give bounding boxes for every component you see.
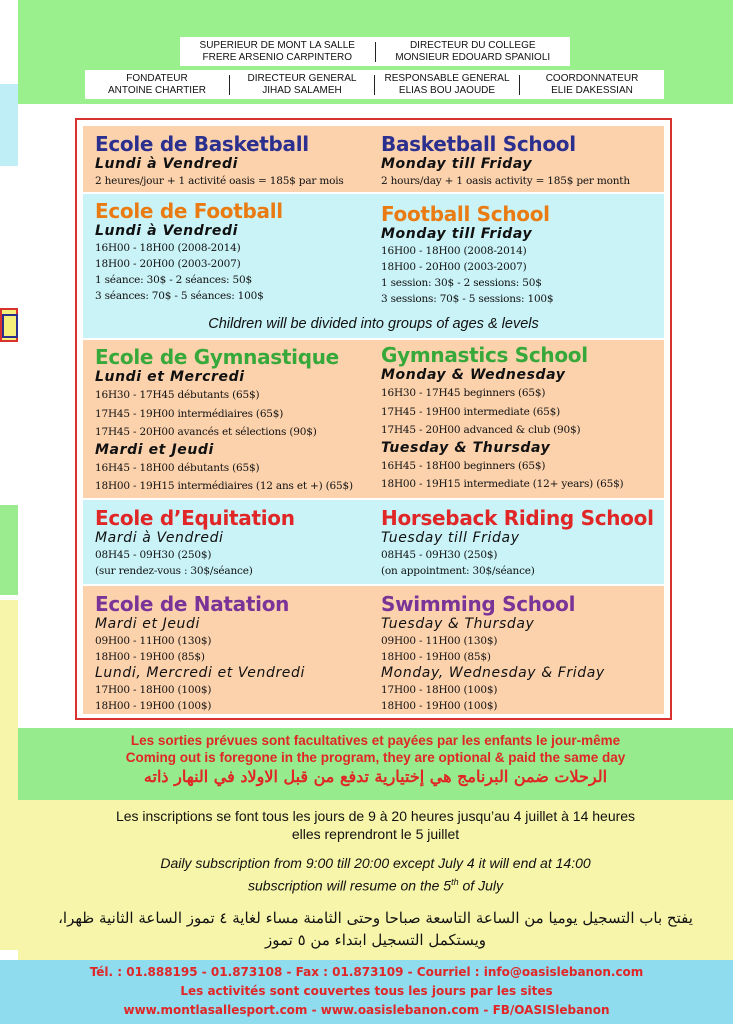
basketball-block	[83, 126, 664, 192]
outings-notice-en: Coming out is foregone in the program, they are optional & paid the same day	[125, 750, 626, 765]
gymnastics-en	[381, 343, 661, 494]
swimming-line-en: 17H00 - 18H00 (100$)	[381, 684, 498, 696]
header-name-cell	[230, 73, 374, 97]
football-line-en: 16H00 - 18H00 (2008-2014)	[381, 245, 527, 257]
swimming-block	[83, 586, 664, 714]
basketball-line-en: 2 hours/day + 1 oasis activity = 185$ per month	[381, 175, 630, 187]
swimming-line-en: 18H00 - 19H00 (85$)	[381, 651, 491, 663]
header-top-names	[180, 37, 570, 66]
swimming-title-en: Swimming School	[381, 592, 576, 616]
inscriptions-en-line2-sup: th	[451, 877, 459, 887]
contact-footer	[0, 960, 733, 1024]
swimming-title-fr: Ecole de Natation	[95, 592, 290, 616]
header-person: MONSIEUR EDOUARD SPANIOLI	[395, 51, 551, 63]
header-person: ELIE DAKESSIAN	[551, 84, 633, 96]
inscriptions-en-line2-pre: subscription will resume on the 5	[248, 877, 452, 894]
basketball-en	[381, 132, 661, 189]
inscriptions-en	[18, 854, 733, 896]
header-band	[18, 0, 733, 104]
left-strip-yellow	[0, 600, 18, 950]
basketball-days-fr: Lundi à Vendredi	[95, 156, 238, 172]
header-role: RESPONSABLE GENERAL	[384, 72, 510, 84]
football-title-en: Football School	[381, 202, 550, 226]
inscriptions-fr	[18, 800, 733, 843]
header-role: FONDATEUR	[126, 72, 188, 84]
outings-notice-ar: الرحلات ضمن البرنامج هي إختيارية تدفع من قبل الاولاد في النهار ذاته	[143, 767, 608, 786]
gymnastics-days1-en: Monday & Wednesday	[381, 367, 566, 383]
gymnastics-block	[83, 340, 664, 498]
header-role: DIRECTEUR GENERAL	[247, 72, 357, 84]
basketball-line-fr: 2 heures/jour + 1 activité oasis = 185$ par mois	[95, 175, 344, 187]
riding-fr	[95, 506, 375, 579]
gymnastics-days2-en: Tuesday & Thursday	[381, 439, 551, 456]
gymnastics-line-en: 17H45 - 19H00 intermediate (65$)	[381, 405, 561, 418]
gymnastics-line-en: 16H45 - 18H00 beginners (65$)	[381, 459, 546, 472]
football-block	[83, 194, 664, 338]
inscriptions-en-line2-post: of July	[458, 877, 503, 894]
header-bottom-names	[85, 70, 664, 99]
left-strip-cyan-top	[0, 84, 18, 166]
swimming-days2-fr: Lundi, Mercredi et Vendredi	[95, 665, 305, 681]
gymnastics-title-en: Gymnastics School	[381, 343, 588, 367]
football-line-fr: 1 séance: 30$ - 2 séances: 50$	[95, 274, 252, 286]
gymnastics-line-fr: 16H45 - 18H00 débutants (65$)	[95, 461, 260, 474]
header-person: JIHAD SALAMEH	[262, 84, 342, 96]
basketball-title-fr: Ecole de Basketball	[95, 132, 309, 156]
swimming-line-fr: 18H00 - 19H00 (85$)	[95, 651, 205, 663]
swimming-line-en: 18H00 - 19H00 (100$)	[381, 700, 498, 712]
gymnastics-line-fr: 17H45 - 20H00 avancés et sélections (90$)	[95, 426, 317, 438]
gymnastics-fr	[95, 345, 375, 496]
riding-line-en: (on appointment: 30$/séance)	[381, 565, 535, 577]
inscriptions-ar-line2: ويستكمل التسجيل ابتداء من ٥ تموز	[264, 930, 487, 949]
swimming-days1-en: Tuesday & Thursday	[381, 616, 535, 632]
inscriptions-en-line2	[18, 873, 733, 896]
header-name-cell	[376, 40, 571, 64]
gymnastics-line-fr: 18H00 - 19H15 intermédiaires (12 ans et +) (65$)	[95, 480, 353, 492]
inscriptions-en-line1: Daily subscription from 9:00 till 20:00 except July 4 it will end at 14:00	[160, 855, 591, 871]
gymnastics-line-en: 16H30 - 17H45 beginners (65$)	[381, 387, 546, 399]
swimming-fr	[95, 592, 375, 714]
header-role: COORDONNATEUR	[545, 72, 639, 84]
left-decor-squares	[0, 302, 20, 348]
swimming-line-en: 09H00 - 11H00 (130$)	[381, 635, 498, 647]
basketball-days-en: Monday till Friday	[381, 156, 533, 172]
basketball-fr	[95, 132, 375, 189]
football-line-fr: 16H00 - 18H00 (2008-2014)	[95, 242, 241, 254]
riding-en	[381, 506, 661, 579]
football-days-en: Monday till Friday	[381, 226, 533, 242]
swimming-line-fr: 09H00 - 11H00 (130$)	[95, 635, 212, 647]
football-fr	[95, 199, 375, 304]
riding-line-fr: (sur rendez-vous : 30$/séance)	[95, 565, 253, 577]
header-person: ELIAS BOU JAOUDE	[398, 84, 496, 96]
inscriptions-section	[18, 800, 733, 960]
header-person: FRERE ARSENIO CARPINTERO	[202, 51, 352, 63]
gymnastics-line-fr: 17H45 - 19H00 intermédiaires (65$)	[95, 407, 284, 420]
football-line-en: 1 session: 30$ - 2 sessions: 50$	[381, 277, 542, 289]
header-name-cell	[180, 40, 375, 64]
header-role: SUPERIEUR DE MONT LA SALLE	[199, 39, 355, 51]
football-line-en: 18H00 - 20H00 (2003-2007)	[381, 261, 527, 273]
outings-notice-fr: Les sorties prévues sont facultatives et payées par les enfants le jour-même	[130, 733, 621, 748]
left-strip-green	[0, 505, 18, 595]
contact-websites: www.montlasallesport.com - www.oasislebanon.com - FB/OASISlebanon	[123, 1003, 610, 1017]
inscriptions-ar-line1: يفتح باب التسجيل يوميا من الساعة التاسعة صباحا وحتى الثامنة مساء لغاية ٤ تموز الساعة الثانية ظهرا،	[58, 908, 693, 927]
football-line-fr: 18H00 - 20H00 (2003-2007)	[95, 258, 241, 270]
football-groups-note: Children will be divided into groups of ages & levels	[208, 316, 539, 332]
football-line-en: 3 sessions: 70$ - 5 sessions: 100$	[381, 293, 554, 305]
football-title-fr: Ecole de Football	[95, 199, 283, 223]
riding-days-fr: Mardi à Vendredi	[95, 530, 224, 546]
header-name-cell	[520, 73, 664, 97]
inscriptions-ar	[18, 907, 733, 951]
outings-notice	[18, 728, 733, 800]
inscriptions-fr-line1: Les inscriptions se font tous les jours de 9 à 20 heures jusqu’au 4 juillet à 14 heures	[115, 808, 636, 824]
football-line-fr: 3 séances: 70$ - 5 séances: 100$	[95, 290, 264, 302]
football-en	[381, 202, 661, 307]
contact-phone-fax-email: Tél. : 01.888195 - 01.873108 - Fax : 01.873109 - Courriel : info@oasislebanon.com	[89, 965, 644, 979]
gymnastics-days2-fr: Mardi et Jeudi	[95, 441, 214, 458]
basketball-title-en: Basketball School	[381, 132, 576, 156]
riding-days-en: Tuesday till Friday	[381, 530, 520, 546]
swimming-line-fr: 18H00 - 19H00 (100$)	[95, 700, 212, 712]
football-days-fr: Lundi à Vendredi	[95, 223, 238, 239]
riding-title-fr: Ecole d’Equitation	[95, 506, 295, 530]
programs-frame	[75, 118, 672, 720]
gymnastics-title-fr: Ecole de Gymnastique	[95, 345, 339, 369]
riding-title-en: Horseback Riding School	[381, 506, 654, 530]
swimming-days2-en: Monday, Wednesday & Friday	[381, 665, 605, 681]
riding-block	[83, 500, 664, 584]
gymnastics-line-en: 17H45 - 20H00 advanced & club (90$)	[381, 424, 581, 436]
header-person: ANTOINE CHARTIER	[108, 84, 206, 96]
riding-line-en: 08H45 - 09H30 (250$)	[381, 549, 498, 561]
contact-sites-note: Les activités sont couvertes tous les jours par les sites	[180, 984, 553, 998]
gymnastics-line-en: 18H00 - 19H15 intermediate (12+ years) (65$)	[381, 478, 624, 490]
gymnastics-line-fr: 16H30 - 17H45 débutants (65$)	[95, 389, 260, 401]
header-name-cell	[375, 73, 519, 97]
riding-line-fr: 08H45 - 09H30 (250$)	[95, 549, 212, 561]
header-role: DIRECTEUR DU COLLEGE	[409, 39, 536, 51]
gymnastics-days1-fr: Lundi et Mercredi	[95, 369, 245, 385]
swimming-line-fr: 17H00 - 18H00 (100$)	[95, 684, 212, 696]
inscriptions-fr-line2: elles reprendront le 5 juillet	[291, 826, 460, 842]
swimming-days1-fr: Mardi et Jeudi	[95, 616, 200, 632]
header-name-cell	[85, 73, 229, 97]
swimming-en	[381, 592, 661, 714]
